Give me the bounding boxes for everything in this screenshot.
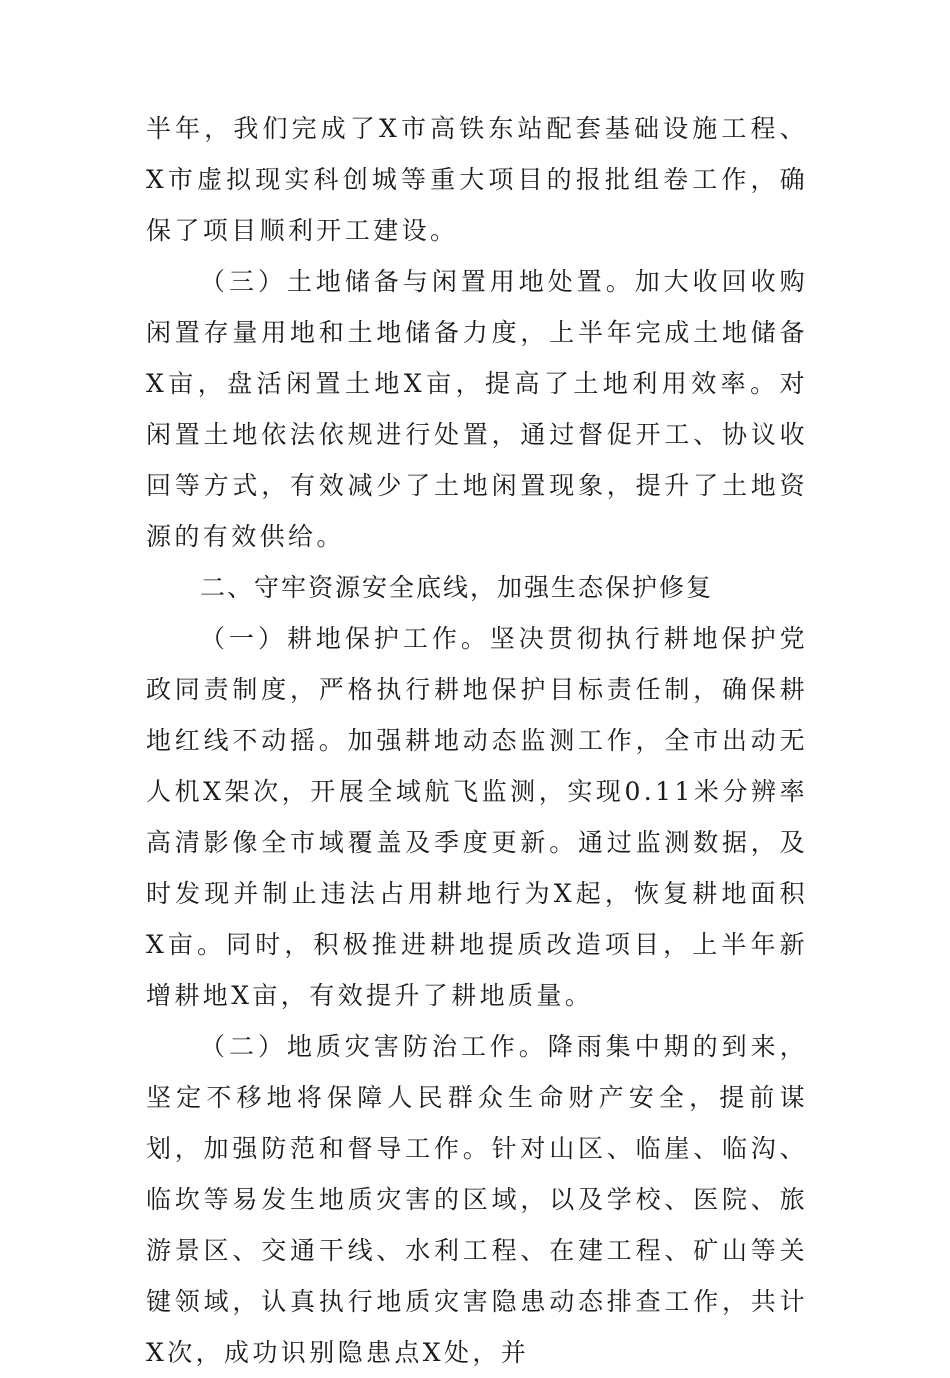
paragraph-land-reserve: （三）土地储备与闲置用地处置。加大收回收购闲置存量用地和土地储备力度，上半年完成土地储备X亩，盘活闲置土地X亩，提高了土地利用效率。对闲置土地依法依规进行处置，通过督促开工、协议收回等方式，有效减少了土地闲置现象，提升了土地资源的有效供给。 — [146, 267, 808, 551]
paragraph-continuation: 半年，我们完成了X市高铁东站配套基础设施工程、X市虚拟现实科创城等重大项目的报批组卷工作，确保了项目顺利开工建设。 — [146, 114, 808, 245]
section-heading-resource-security: 二、守牢资源安全底线，加强生态保护修复 — [200, 573, 714, 602]
paragraph-geological-disaster: （二）地质灾害防治工作。降雨集中期的到来，坚定不移地将保障人民群众生命财产安全，提前谋划，加强防范和督导工作。针对山区、临崖、临沟、临坎等易发生地质灾害的区域，以及学校、医院、旅游景区、交通干线、水利工程、在建工程、矿山等关键领域，认真执行地质灾害隐患动态排查工作，共计X次，成功识别隐患点X处，并 — [146, 1032, 808, 1367]
paragraph-farmland-protection: （一）耕地保护工作。坚决贯彻执行耕地保护党政同责制度，严格执行耕地保护目标责任制，确保耕地红线不动摇。加强耕地动态监测工作，全市出动无人机X架次，开展全域航飞监测，实现0.11米分辨率高清影像全市域覆盖及季度更新。通过监测数据，及时发现并制止违法占用耕地行为X起，恢复耕地面积X亩。同时，积极推进耕地提质改造项目，上半年新增耕地X亩，有效提升了耕地质量。 — [146, 624, 808, 1010]
body-text — [146, 103, 808, 1378]
